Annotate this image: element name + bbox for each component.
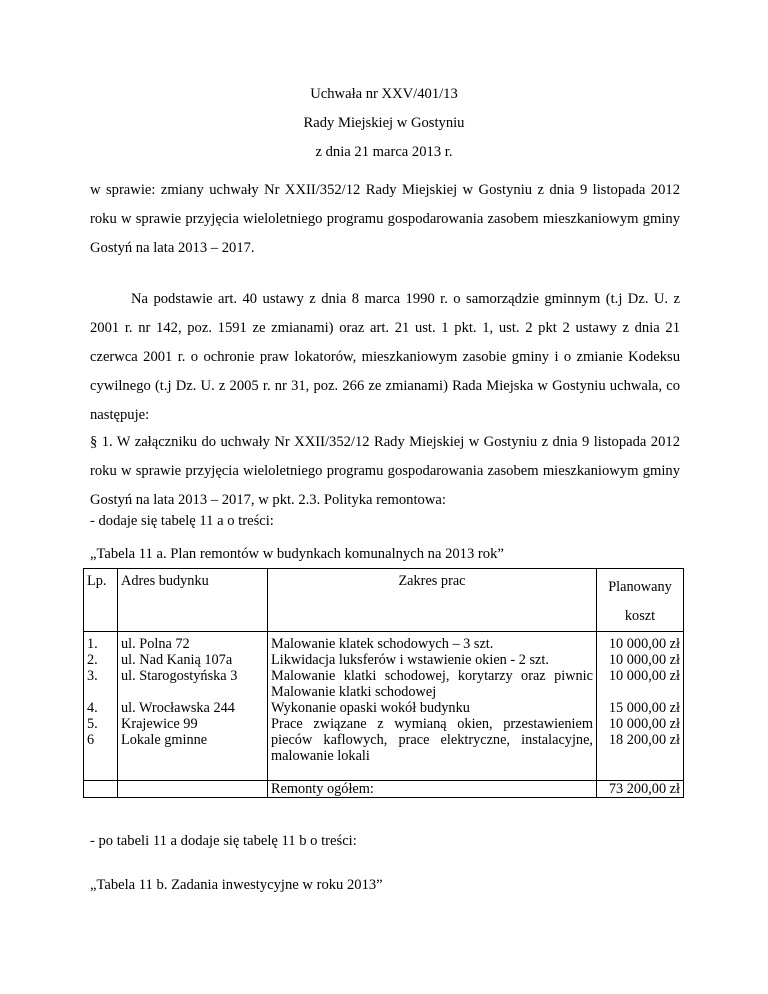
table-header-row	[84, 569, 684, 632]
subject-paragraph: w sprawie: zmiany uchwały Nr XXII/352/12 Rady Miejskiej w Gostyniu z dnia 9 listopada 2012 roku w sprawie przyjęcia wieloletniego programu gospodarowania zasobem mieszkaniowym gminy Gostyń na lata 2013 – 2017.	[90, 182, 680, 256]
row-lp: 5.	[87, 716, 98, 732]
row-scope: Malowanie klatki schodowej	[271, 684, 437, 700]
row-address: ul. Polna 72	[121, 636, 190, 652]
renovation-plan-table	[83, 568, 684, 798]
row-cost: 15 000,00 zł	[608, 700, 680, 716]
header-address: Adres budynku	[118, 569, 268, 632]
row-cost: 10 000,00 zł	[608, 636, 680, 652]
header-lp: Lp.	[84, 569, 118, 632]
section-1-paragraph: § 1. W załączniku do uchwały Nr XXII/352/12 Rady Miejskiej w Gostyniu z dnia 9 listopada 2012 roku w sprawie przyjęcia wieloletniego programu gospodarowania zasobem mieszkaniowym gminy Gostyń na lata 2013 – 2017, w pkt. 2.3. Polityka remontowa:	[90, 434, 680, 508]
row-cost: 10 000,00 zł	[608, 652, 680, 668]
row-scope: Malowanie klatki schodowej, korytarzy oraz piwnic	[271, 668, 593, 684]
header-cost-line1: Planowany	[608, 579, 672, 595]
header-cost-line2: koszt	[624, 608, 656, 624]
row-cost: 10 000,00 zł	[608, 716, 680, 732]
address-column	[118, 632, 268, 781]
row-cost: 10 000,00 zł	[608, 668, 680, 684]
cost-column	[597, 632, 684, 781]
total-value: 73 200,00 zł	[597, 781, 684, 798]
header-cost	[597, 569, 684, 632]
row-scope: Likwidacja luksferów i wstawienie okien - 2 szt.	[271, 652, 549, 668]
row-lp: 2.	[87, 652, 98, 668]
scope-column	[268, 632, 597, 781]
header-scope: Zakres prac	[268, 569, 597, 632]
add-table-11a-text: - dodaje się tabelę 11 a o treści:	[90, 513, 274, 529]
resolution-date: z dnia 21 marca 2013 r.	[315, 144, 453, 160]
row-address: ul. Nad Kanią 107a	[121, 652, 233, 668]
total-label: Remonty ogółem:	[268, 781, 597, 798]
table-total-row	[84, 781, 684, 798]
row-scope: Prace związane z wymianą okien, przestawieniem pieców kaflowych, prace elektryczne, instalacyjne, malowanie lokali	[271, 716, 593, 764]
row-lp: 3.	[87, 668, 98, 684]
lp-column	[84, 632, 118, 781]
row-lp: 1.	[87, 636, 98, 652]
table-11b-title: „Tabela 11 b. Zadania inwestycyjne w roku 2013”	[90, 877, 383, 893]
row-address: ul. Starogostyńska 3	[121, 668, 238, 684]
resolution-number: Uchwała nr XXV/401/13	[310, 86, 458, 102]
row-address: Lokale gminne	[121, 732, 208, 748]
row-scope: Wykonanie opaski wokół budynku	[271, 700, 470, 716]
legal-basis-paragraph: Na podstawie art. 40 ustawy z dnia 8 marca 1990 r. o samorządzie gminnym (t.j Dz. U. z 2001 r. nr 142, poz. 1591 ze zmianami) oraz art. 21 ust. 1 pkt. 1, ust. 2 pkt 2 ustawy z dnia 21 czerwca 2001 r. o ochronie praw lokatorów, mieszkaniowym zasobie gminy i o zmianie Kodeksu cywilnego (t.j Dz. U. z 2005 r. nr 31, poz. 266 ze zmianami) Rada Miejska w Gostyniu uchwala, co następuje:	[90, 291, 680, 423]
row-address: Krajewice 99	[121, 716, 198, 732]
row-lp: 4.	[87, 700, 98, 716]
row-lp: 6	[87, 732, 95, 748]
table-11a-title: „Tabela 11 a. Plan remontów w budynkach komunalnych na 2013 rok”	[90, 546, 504, 562]
row-address: ul. Wrocławska 244	[121, 700, 235, 716]
add-table-11b-text: - po tabeli 11 a dodaje się tabelę 11 b o treści:	[90, 833, 357, 849]
table-row	[84, 632, 684, 781]
row-cost: 18 200,00 zł	[608, 732, 680, 748]
row-scope: Malowanie klatek schodowych – 3 szt.	[271, 636, 494, 652]
council-name: Rady Miejskiej w Gostyniu	[303, 115, 465, 131]
